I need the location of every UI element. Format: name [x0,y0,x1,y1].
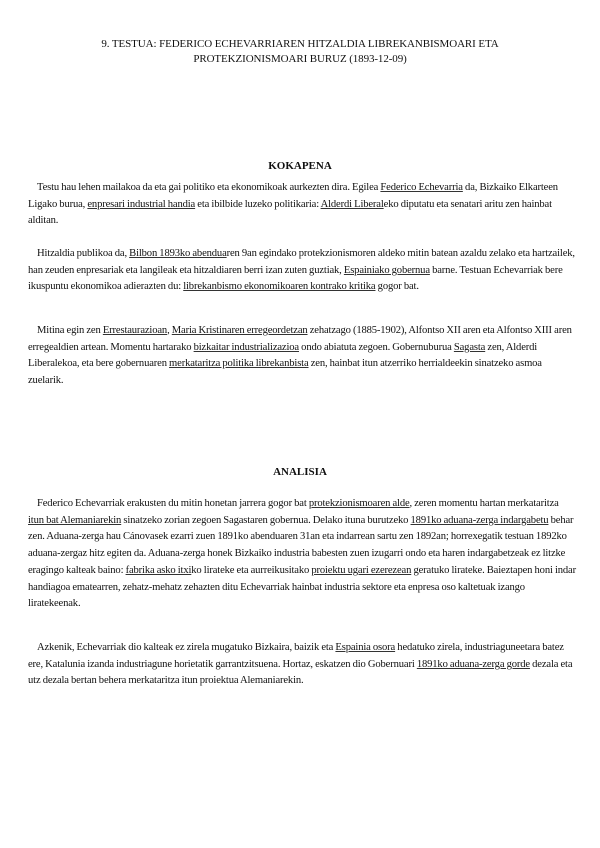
paragraph-text: geratuko lirateke. Baieztapen honi indar handiagoa ematearren, zehatz-mehatz zehazten ditu Echevarriak hainbat industria sektore eta enpresa oso kaltetuak izango liratekeenak. [28,564,576,610]
underlined-term: Errestaurazioan [102,325,168,336]
paragraph-text: Mitina egin zen [37,325,103,336]
paragraph-text: Federico Echevarriak erakusten du mitin honetan jarrera gogor bat [37,498,309,509]
paragraph-text: Hitzaldia publikoa da, [37,248,130,259]
underlined-term: 1891ko aduana-zerga indargabetu [410,514,549,526]
paragraph-text: ondo abiatuta zegoen. Gobernuburua [298,341,454,353]
underlined-term: Espainiako gobernua [343,264,430,276]
underlined-term: proiektu ugari ezerezean [311,564,412,576]
underlined-term: merkataritza politika librekanbista [169,358,309,370]
underlined-term: bizkaitar industrializazioa [193,341,299,353]
title-line-2: PROTEKZIONISMOARI BURUZ (1893-12-09) [193,53,407,65]
paragraph-text: Azkenik, Echevarriak dio kalteak ez zirela mugatuko Bizkaira, baizik eta [37,642,336,653]
underlined-term: librekanbismo ekonomikoaren kontrako kritika [183,281,376,293]
paragraph-text: dezala eta utz dezala bertan behera merkataritza itun proiektua Alemaniarekin. [28,658,573,687]
paragraph-text: hedatuko zirela, industriaguneetara batez ere, Katalunia izanda industriagune horietatik garrantzitsuena. Hortaz, eskatzen dio Gobernuari [28,642,564,670]
paragraph-text: , zeren momentu hartan merkataritza [409,498,559,509]
underlined-term: itun bat Alemaniarekin [28,514,122,526]
underlined-term: Sagasta [453,341,486,353]
paragraph-text: ko lirateke eta aurreikusitako [191,564,312,576]
document-title [60,37,540,67]
kokapena-paragraph-1 [28,180,576,230]
section-heading-kokapena: KOKAPENA [268,160,332,172]
underlined-term: protekzionismoaren alde [308,498,410,509]
paragraph-text: Testu hau lehen mailakoa da eta gai politiko eta ekonomikoak aurkezten dira. Egilea [37,182,381,193]
underlined-term: enpresari industrial handia [87,198,196,210]
paragraph-text: zen, Alderdi Liberalekoa, eta bere gobernuaren [28,341,538,370]
underlined-term: Espainia osora [335,642,396,653]
analisia-paragraph-2 [28,640,576,690]
analisia-paragraph-1 [28,496,576,613]
kokapena-paragraph-2 [28,246,576,296]
title-line-1: 9. TESTUA: FEDERICO ECHEVARRIAREN HITZALDIA LIBREKANBISMOARI ETA [101,38,499,50]
underlined-term: Federico Echevarria [380,182,463,193]
paragraph-text: zen, hainbat itun atzerriko herrialdeekin sinatzeko asmoa zuelarik. [28,358,542,387]
paragraph-text: gogor bat. [375,281,419,293]
section-heading-analisia: ANALISIA [273,466,327,478]
underlined-term: Alderdi Liberal [320,198,384,210]
paragraph-text: zehatzago (1885-1902), Alfontso XII aren eta Alfontso XIII aren erregealdien artean. Momentu hartarako [28,325,572,353]
paragraph-text: behar zen. Aduana-zerga hau Cánovasek ezarri zuen 1891ko abenduaren 31an eta indarrean sartu zen 1892an; horrexegatik testuan 1892ko aduana-zergaz hitz egiten da. Aduana-zerga honek Bizkaiko industria babesten zuen izugarri ondo eta haren indargabetzeak ez litzke eragingo kalteak baino: [28,514,574,576]
underlined-term: Bilbon 1893ko abendua [129,248,227,259]
kokapena-paragraph-3 [28,323,576,390]
paragraph-text: ren 9an egindako protekzionismoren aldeko mitin batean azaldu zelako eta hartzailek, han zeuden enpresariak eta langileak eta hitzaldiaren berri izan zuten guztiak, [28,248,575,276]
paragraph-text: eko diputatu eta senatari aritu zen hainbat alditan. [28,198,552,227]
paragraph-text: sinatzeko zorian zegoen Sagastaren gobernua. Delako ituna burutzeko [121,514,411,526]
paragraph-text: barne. Testuan Echevarriak bere ikuspuntu ekonomikoa adierazten du: [28,264,563,293]
underlined-term: 1891ko aduana-zerga gorde [416,658,530,670]
paragraph-text: , [167,325,172,336]
underlined-term: fabrika asko itxi [125,564,192,576]
paragraph-text: eta ibilbide luzeko politikaria: [195,198,321,210]
paragraph-text: da, Bizkaiko Elkarteen Ligako burua, [28,182,558,210]
underlined-term: Maria Kristinaren erregeordetzan [171,325,308,336]
